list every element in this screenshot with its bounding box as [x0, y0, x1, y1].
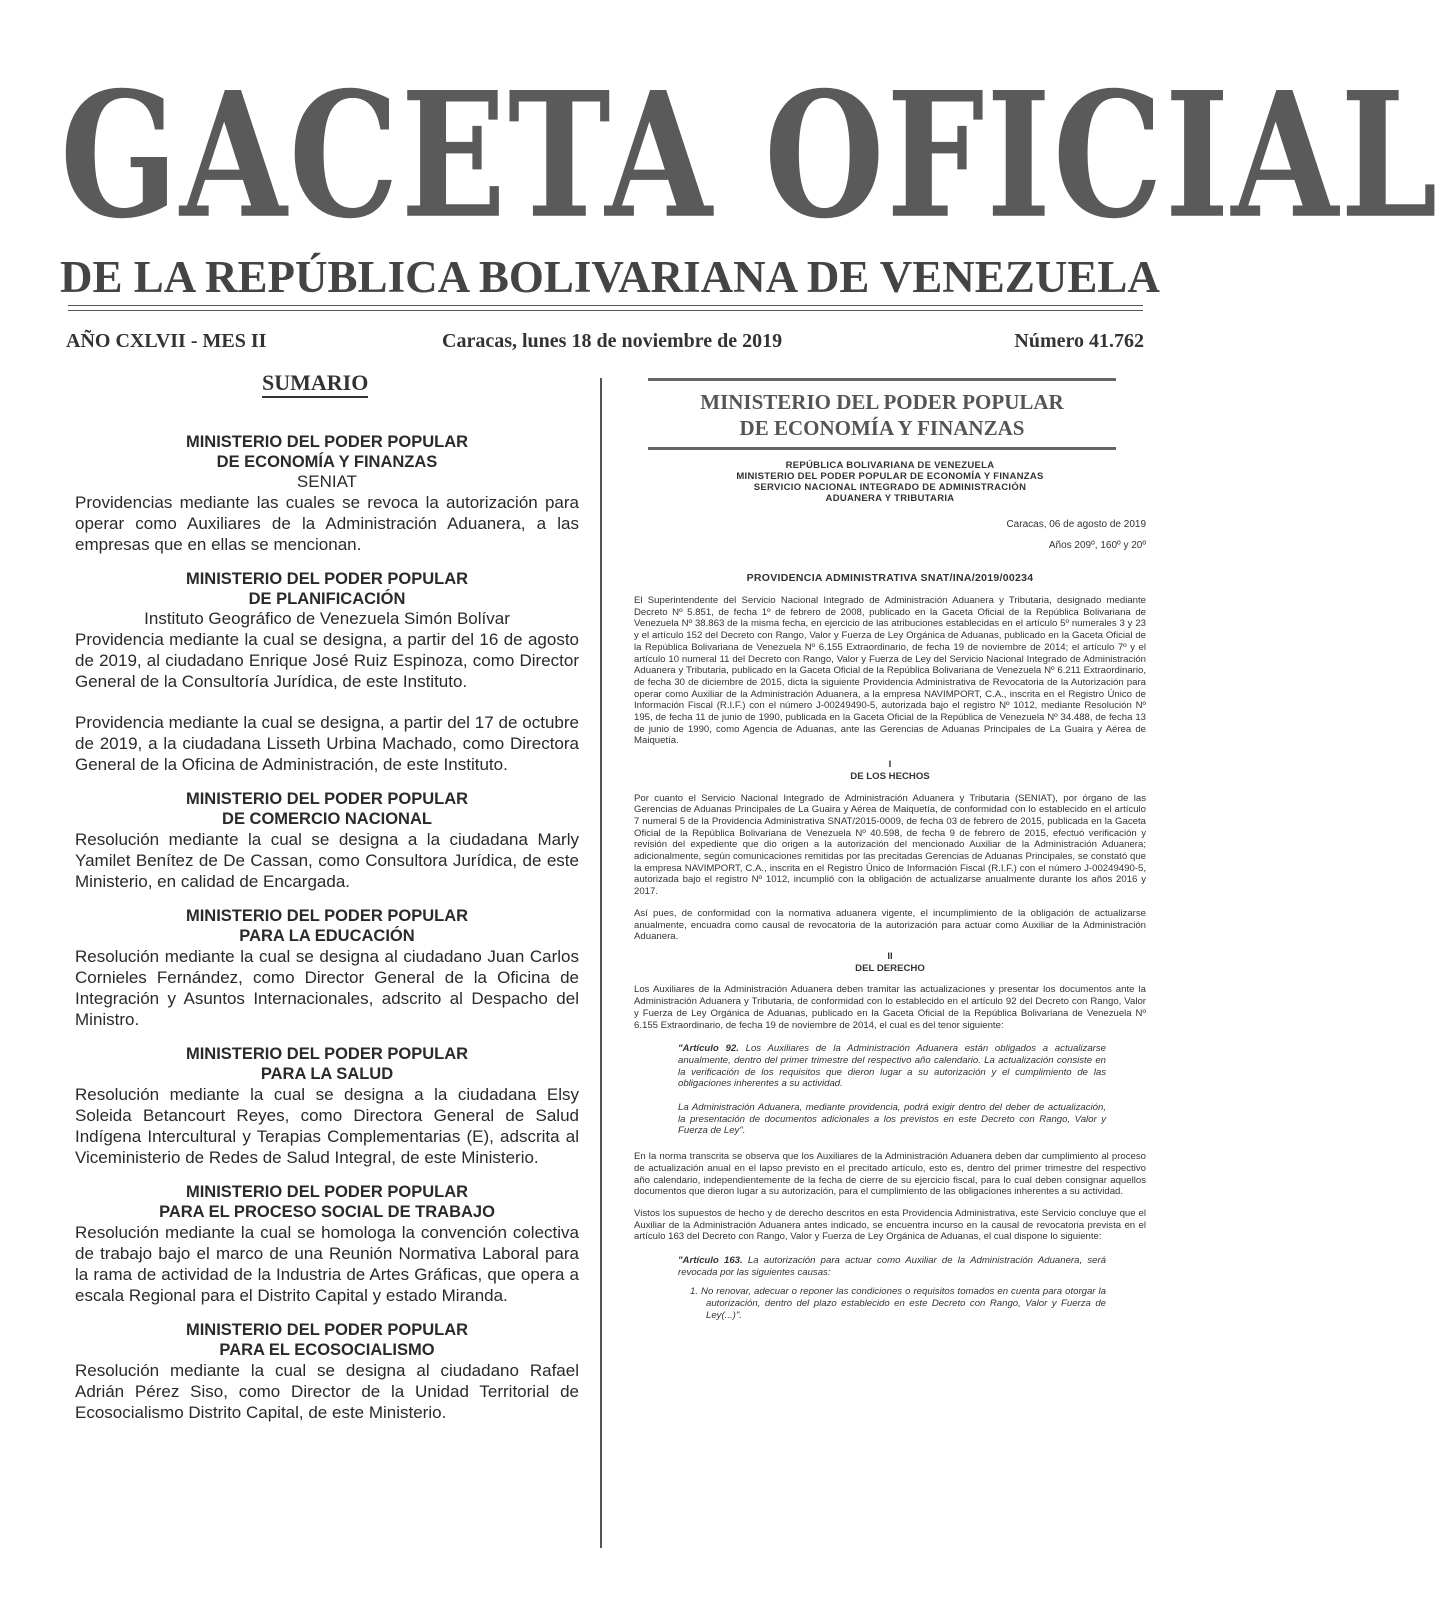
sumario-section [75, 432, 579, 555]
section-entry: Resolución mediante la cual se designa a la ciudadana Elsy Soleida Betancourt Reyes, como Directora General de Salud Indígena Intercultural y Terapias Complementarias (E), adscrita al Viceministerio de Redes de Salud Integral, de este Ministerio. [75, 1085, 579, 1167]
sumario-section [75, 1182, 579, 1306]
issue-number: Número 41.762 [1014, 330, 1144, 352]
header-line: SERVICIO NACIONAL INTEGRADO DE ADMINISTRACIÓN [753, 482, 1027, 493]
section-entry: Providencia mediante la cual se designa, a partir del 17 de octubre de 2019, a la ciudadana Lisseth Urbina Machado, como Directora General de la Oficina de Administración, de este Instituto. [75, 713, 579, 774]
section-ministry-line1: MINISTERIO DEL PODER POPULAR [185, 570, 469, 588]
article-ministry-line1: MINISTERIO DEL PODER POPULAR [700, 390, 1064, 414]
header-line: ADUANERA Y TRIBUTARIA [825, 493, 955, 504]
section-ministry-line1: MINISTERIO DEL PODER POPULAR [185, 1183, 469, 1201]
masthead-title: GACETA OFICIAL [60, 53, 1439, 257]
section-ministry-line2: PARA LA EDUCACIÓN [239, 927, 415, 945]
section-number: II [887, 950, 893, 962]
section-entry: Resolución mediante la cual se homologa la convención colectiva de trabajo bajo el marco de una Reunión Normativa Laboral para la rama de actividad de la Industria de Artes Gráficas, que opera a escala Regional para el Distrito Capital y estado Miranda. [75, 1223, 579, 1305]
section-ministry-line2: PARA LA SALUD [260, 1065, 394, 1083]
document-header [634, 460, 1146, 504]
section-ministry-line1: MINISTERIO DEL PODER POPULAR [185, 907, 469, 925]
section-ministry-line1: MINISTERIO DEL PODER POPULAR [185, 433, 469, 451]
section-entry: Providencia mediante la cual se designa, a partir del 16 de agosto de 2019, al ciudadano Enrique José Ruiz Espinoza, como Director General de la Consultoría Jurídica, de este Instituto. [75, 630, 579, 691]
providencia-title: PROVIDENCIA ADMINISTRATIVA SNAT/INA/2019/00234 [746, 572, 1034, 584]
sumario-section [75, 789, 579, 892]
section-ministry-line2: DE COMERCIO NACIONAL [222, 810, 432, 828]
section-entry: Resolución mediante la cual se designa a la ciudadana Marly Yamilet Benítez de De Cassan, como Consultora Jurídica, de este Ministerio, en calidad de Encargada. [75, 830, 579, 891]
section-title: DEL DERECHO [855, 962, 925, 974]
sumario-section [75, 1320, 579, 1423]
section-org: SENIAT [296, 472, 358, 491]
sumario-title: SUMARIO [262, 370, 368, 398]
sumario-section [75, 1044, 579, 1168]
article-ministry-banner [648, 378, 1116, 450]
intro-paragraph: El Superintendente del Servicio Nacional Integrado de Administración Aduanera y Tributaria, designado mediante Decreto Nº 5.851, de fecha 1º de febrero de 2008, publicado en la Gaceta Oficial de la República Bolivariana de Venezuela Nº 38.863 de la misma fecha, en ejercicio de las atribuciones establecidas en el artículo 5º numerales 3 y 23 y el artículo 152 del Decreto con Rango, Valor y Fuerza de Ley Orgánica de Aduanas, publicado en la Gaceta Oficial de la República Bolivariana de Venezuela Nº 6.155 Extraordinario, de fecha 19 de noviembre de 2014; el artículo 7º y el artículo 10 numeral 11 del Decreto con Rango, Valor y Fuerza de Ley del Servicio Nacional Integrado de Administración Aduanera y Tributaria, publicado en la Gaceta Oficial de la República Bolivariana de Venezuela Nº 6.211 Extraordinario, de fecha 30 de diciembre de 2015, dicta la siguiente Providencia Administrativa de Revocatoria de la Autorización para operar como Auxiliar de la Administración Aduanera, a la empresa NAVIMPORT, C.A., inscrita en el Registro Único de Información Fiscal (R.I.F.) con el número J-00249490-5, autorizada bajo el registro Nº 1012, mediante Resolución Nº 195, de fecha 11 de junio de 1990, publicada en la Gaceta Oficial de la República de Venezuela Nº 34.488, de fecha 13 de junio de 1990, como Agencia de Aduanas, ante las Gerencias de Aduanas Principales de La Guaira y Aérea de Maiquetía. [634, 595, 1146, 747]
section-ministry-line1: MINISTERIO DEL PODER POPULAR [185, 1045, 469, 1063]
header-line: MINISTERIO DEL PODER POPULAR DE ECONOMÍA Y FINANZAS [736, 471, 1044, 482]
section-heading-derecho [634, 951, 1146, 974]
section-heading-hechos [634, 759, 1146, 782]
masthead-rule-top [68, 305, 1143, 306]
quote-text: La autorización para actuar como Auxiliar de la Administración Aduanera, será revocada por las siguientes causas: [678, 1255, 1106, 1278]
quote-lead: "Artículo 163. [678, 1255, 743, 1267]
hechos-paragraph: Así pues, de conformidad con la normativa aduanera vigente, el incumplimiento de la obligación de actualizarse anualmente, encuadra como causal de revocatoria de la autorización para actuar como Auxiliar de la Administración Aduanera. [634, 907, 1146, 943]
article-column [634, 378, 1146, 1322]
section-ministry-line2: DE ECONOMÍA Y FINANZAS [216, 453, 438, 471]
sumario-section [75, 906, 579, 1030]
section-ministry-line1: MINISTERIO DEL PODER POPULAR [185, 790, 469, 808]
header-line: REPÚBLICA BOLIVARIANA DE VENEZUELA [785, 460, 995, 471]
issue-year-month: AÑO CXLVII - MES II [66, 330, 267, 352]
hechos-paragraph: Por cuanto el Servicio Nacional Integrado de Administración Aduanera y Tributaria (SENIAT), por órgano de las Gerencias de Aduanas Principales de La Guaira y Aérea de Maiquetía, de conformidad con lo establecido en el artículo 7 numeral 5 de la Providencia Administrativa SNAT/2015-0009, de fecha 03 de febrero de 2015, publicada en la Gaceta Oficial de la República Bolivariana de Venezuela Nº 40.598, de fecha 9 de febrero de 2015, efectuó verificación y revisión del expediente que dio origen a la autorización del mencionado Auxiliar de la Administración Aduanera; adicionalmente, según comunicaciones remitidas por las precitadas Gerencias de Aduanas Principales, se constató que la empresa NAVIMPORT, C.A., inscrita en el Registro Único de Información Fiscal (R.I.F.) con el número J-00249490-5, autorizada bajo el registro Nº 1012, incumplió con la obligación de actualizarse anualmente durante los años 2016 y 2017. [634, 792, 1146, 898]
sumario-section [75, 569, 579, 775]
section-org: Instituto Geográfico de Venezuela Simón Bolívar [144, 609, 510, 628]
article-ministry-line2: DE ECONOMÍA Y FINANZAS [739, 416, 1025, 440]
sumario-column [75, 432, 579, 1437]
masthead-rule-bottom [68, 310, 1143, 311]
section-ministry-line2: PARA EL ECOSOCIALISMO [219, 1341, 435, 1359]
section-ministry-line2: DE PLANIFICACIÓN [248, 590, 406, 608]
quoted-article-92 [678, 1043, 1106, 1090]
issue-date: Caracas, lunes 18 de noviembre de 2019 [442, 330, 783, 352]
quoted-article-163 [678, 1255, 1106, 1278]
section-entry: Providencias mediante las cuales se revoca la autorización para operar como Auxiliares de la Administración Aduanera, a las empresas que en ellas se mencionan. [75, 493, 579, 554]
derecho-paragraph: En la norma transcrita se observa que los Auxiliares de la Administración Aduanera deben dar cumplimiento al proceso de actualización anual en el lapso previsto en el precitado artículo, esto es, dentro del primer trimestre del respectivo año calendario, independientemente de la fecha de cierre de su ejercicio fiscal, para lo cual deben consignar aquellos documentos que dieron lugar a su autorización, para el cumplimiento de las obligaciones inherentes a su actividad. [634, 1151, 1146, 1198]
derecho-paragraph: Los Auxiliares de la Administración Aduanera deben tramitar las actualizaciones y presentar los documentos ante la Administración Aduanera y Tributaria, de conformidad con lo establecido en el artículo 92 del Decreto con Rango, Valor y Fuerza de Ley Orgánica de Aduanas, publicado en la Gaceta Oficial de la República Bolivariana de Venezuela Nº 6.155 Extraordinario, de fecha 19 de noviembre de 2014, el cual es del tenor siguiente: [634, 984, 1146, 1031]
column-divider [600, 378, 602, 1548]
issue-line [66, 330, 1144, 356]
quoted-article-92-cont: La Administración Aduanera, mediante providencia, podrá exigir dentro del deber de actualización, la presentación de documentos adicionales a los previstos en este Decreto con Rango, Valor y Fuerza de Ley". [678, 1102, 1106, 1137]
quote-lead: "Artículo 92. [678, 1043, 739, 1055]
derecho-paragraph: Vistos los supuestos de hecho y de derecho descritos en esta Providencia Administrativa, este Servicio concluye que el Auxiliar de la Administración Aduanera antes indicado, se encuentra incurso en la causal de revocatoria prevista en el artículo 163 del Decreto con Rango, Valor y Fuerza de Ley Orgánica de Aduanas, el cual dispone lo siguiente: [634, 1207, 1146, 1243]
document-years: Años 209º, 160º y 20º [1048, 540, 1146, 551]
document-date: Caracas, 06 de agosto de 2019 [1006, 519, 1146, 530]
masthead-subtitle: DE LA REPÚBLICA BOLIVARIANA DE VENEZUELA [60, 252, 1160, 302]
section-title: DE LOS HECHOS [850, 770, 930, 782]
section-ministry-line2: PARA EL PROCESO SOCIAL DE TRABAJO [159, 1203, 495, 1221]
quote-text: Los Auxiliares de la Administración Aduanera están obligados a actualizarse anualmente, dentro del primer trimestre del respectivo año calendario. La actualización consiste en la verificación de los requisitos que dieron lugar a su autorización y el cumplimiento de las obligaciones inherentes a su actividad. [678, 1043, 1107, 1090]
section-entry: Resolución mediante la cual se designa al ciudadano Juan Carlos Cornieles Fernández, como Director General de la Oficina de Integración y Asuntos Internacionales, adscrito al Despacho del Ministro. [75, 947, 579, 1029]
section-entry: Resolución mediante la cual se designa al ciudadano Rafael Adrián Pérez Siso, como Director de la Unidad Territorial de Ecosocialismo Distrito Capital, de este Ministerio. [75, 1361, 579, 1422]
section-ministry-line1: MINISTERIO DEL PODER POPULAR [185, 1321, 469, 1339]
section-number: I [888, 759, 892, 771]
quoted-article-163-item: 1. No renovar, adecuar o reponer las condiciones o requisitos tomados en cuenta para otorgar la autorización, dentro del plazo establecido en este Decreto con Rango, Valor y Fuerza de Ley(...)". [690, 1286, 1106, 1321]
